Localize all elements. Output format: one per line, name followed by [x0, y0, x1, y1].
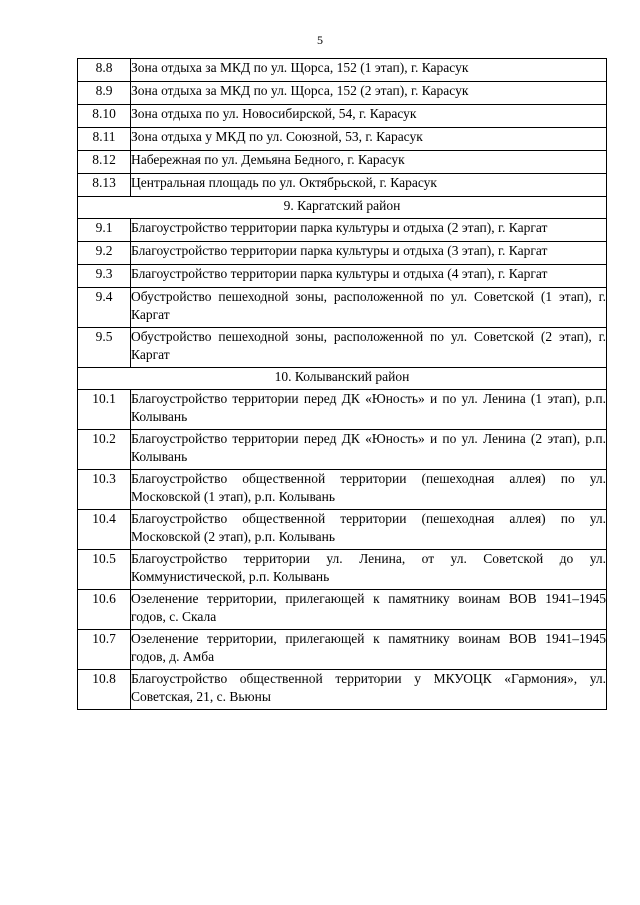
table-row — [78, 105, 607, 128]
table-row — [78, 174, 607, 197]
section-heading: 10. Колыванский район — [78, 368, 607, 390]
row-text: Центральная площадь по ул. Октябрьской, г. Карасук — [131, 174, 607, 197]
row-text: Благоустройство территории ул. Ленина, от ул. Советской до ул. Коммунистической, р.п. Колывань — [131, 550, 607, 590]
row-number: 10.7 — [78, 630, 131, 670]
row-number: 8.10 — [78, 105, 131, 128]
projects-table — [77, 58, 607, 710]
row-number: 9.4 — [78, 288, 131, 328]
table-row — [78, 59, 607, 82]
row-text: Благоустройство общественной территории (пешеходная аллея) по ул. Московской (2 этап), р.п. Колывань — [131, 510, 607, 550]
row-text: Озеленение территории, прилегающей к памятнику воинам ВОВ 1941–1945 годов, с. Скала — [131, 590, 607, 630]
table-row — [78, 219, 607, 242]
row-text: Благоустройство территории перед ДК «Юность» и по ул. Ленина (1 этап), р.п. Колывань — [131, 390, 607, 430]
row-number: 9.1 — [78, 219, 131, 242]
section-row — [78, 368, 607, 390]
row-text: Благоустройство общественной территории (пешеходная аллея) по ул. Московской (1 этап), р.п. Колывань — [131, 470, 607, 510]
row-number: 9.2 — [78, 242, 131, 265]
table-row — [78, 590, 607, 630]
section-heading: 9. Каргатский район — [78, 197, 607, 219]
row-number: 10.4 — [78, 510, 131, 550]
row-number: 10.1 — [78, 390, 131, 430]
row-text: Озеленение территории, прилегающей к памятнику воинам ВОВ 1941–1945 годов, д. Амба — [131, 630, 607, 670]
table-row — [78, 151, 607, 174]
row-number: 10.8 — [78, 670, 131, 710]
section-row — [78, 197, 607, 219]
table-row — [78, 288, 607, 328]
row-text: Зона отдыха по ул. Новосибирской, 54, г. Карасук — [131, 105, 607, 128]
row-text: Набережная по ул. Демьяна Бедного, г. Карасук — [131, 151, 607, 174]
row-number: 8.9 — [78, 82, 131, 105]
row-text: Благоустройство общественной территории у МКУОЦК «Гармония», ул. Советская, 21, с. Вьюны — [131, 670, 607, 710]
table-row — [78, 670, 607, 710]
table-row — [78, 470, 607, 510]
row-text: Обустройство пешеходной зоны, расположенной по ул. Советской (1 этап), г. Каргат — [131, 288, 607, 328]
row-text: Зона отдыха за МКД по ул. Щорса, 152 (2 этап), г. Карасук — [131, 82, 607, 105]
row-number: 8.13 — [78, 174, 131, 197]
table-row — [78, 510, 607, 550]
row-number: 10.2 — [78, 430, 131, 470]
table-row — [78, 390, 607, 430]
row-number: 8.11 — [78, 128, 131, 151]
row-text: Благоустройство территории перед ДК «Юность» и по ул. Ленина (2 этап), р.п. Колывань — [131, 430, 607, 470]
table-row — [78, 242, 607, 265]
row-number: 10.5 — [78, 550, 131, 590]
row-number: 10.6 — [78, 590, 131, 630]
table-row — [78, 82, 607, 105]
row-number: 8.8 — [78, 59, 131, 82]
row-text: Благоустройство территории парка культуры и отдыха (2 этап), г. Каргат — [131, 219, 607, 242]
table-row — [78, 128, 607, 151]
row-number: 10.3 — [78, 470, 131, 510]
table-row — [78, 265, 607, 288]
row-number: 9.3 — [78, 265, 131, 288]
row-number: 9.5 — [78, 328, 131, 368]
table-row — [78, 328, 607, 368]
page-number: 5 — [317, 33, 323, 47]
row-text: Обустройство пешеходной зоны, расположенной по ул. Советской (2 этап), г. Каргат — [131, 328, 607, 368]
row-text: Благоустройство территории парка культуры и отдыха (4 этап), г. Каргат — [131, 265, 607, 288]
row-text: Зона отдыха у МКД по ул. Союзной, 53, г. Карасук — [131, 128, 607, 151]
table-row — [78, 550, 607, 590]
table-row — [78, 630, 607, 670]
row-text: Зона отдыха за МКД по ул. Щорса, 152 (1 этап), г. Карасук — [131, 59, 607, 82]
row-text: Благоустройство территории парка культуры и отдыха (3 этап), г. Каргат — [131, 242, 607, 265]
row-number: 8.12 — [78, 151, 131, 174]
table-row — [78, 430, 607, 470]
